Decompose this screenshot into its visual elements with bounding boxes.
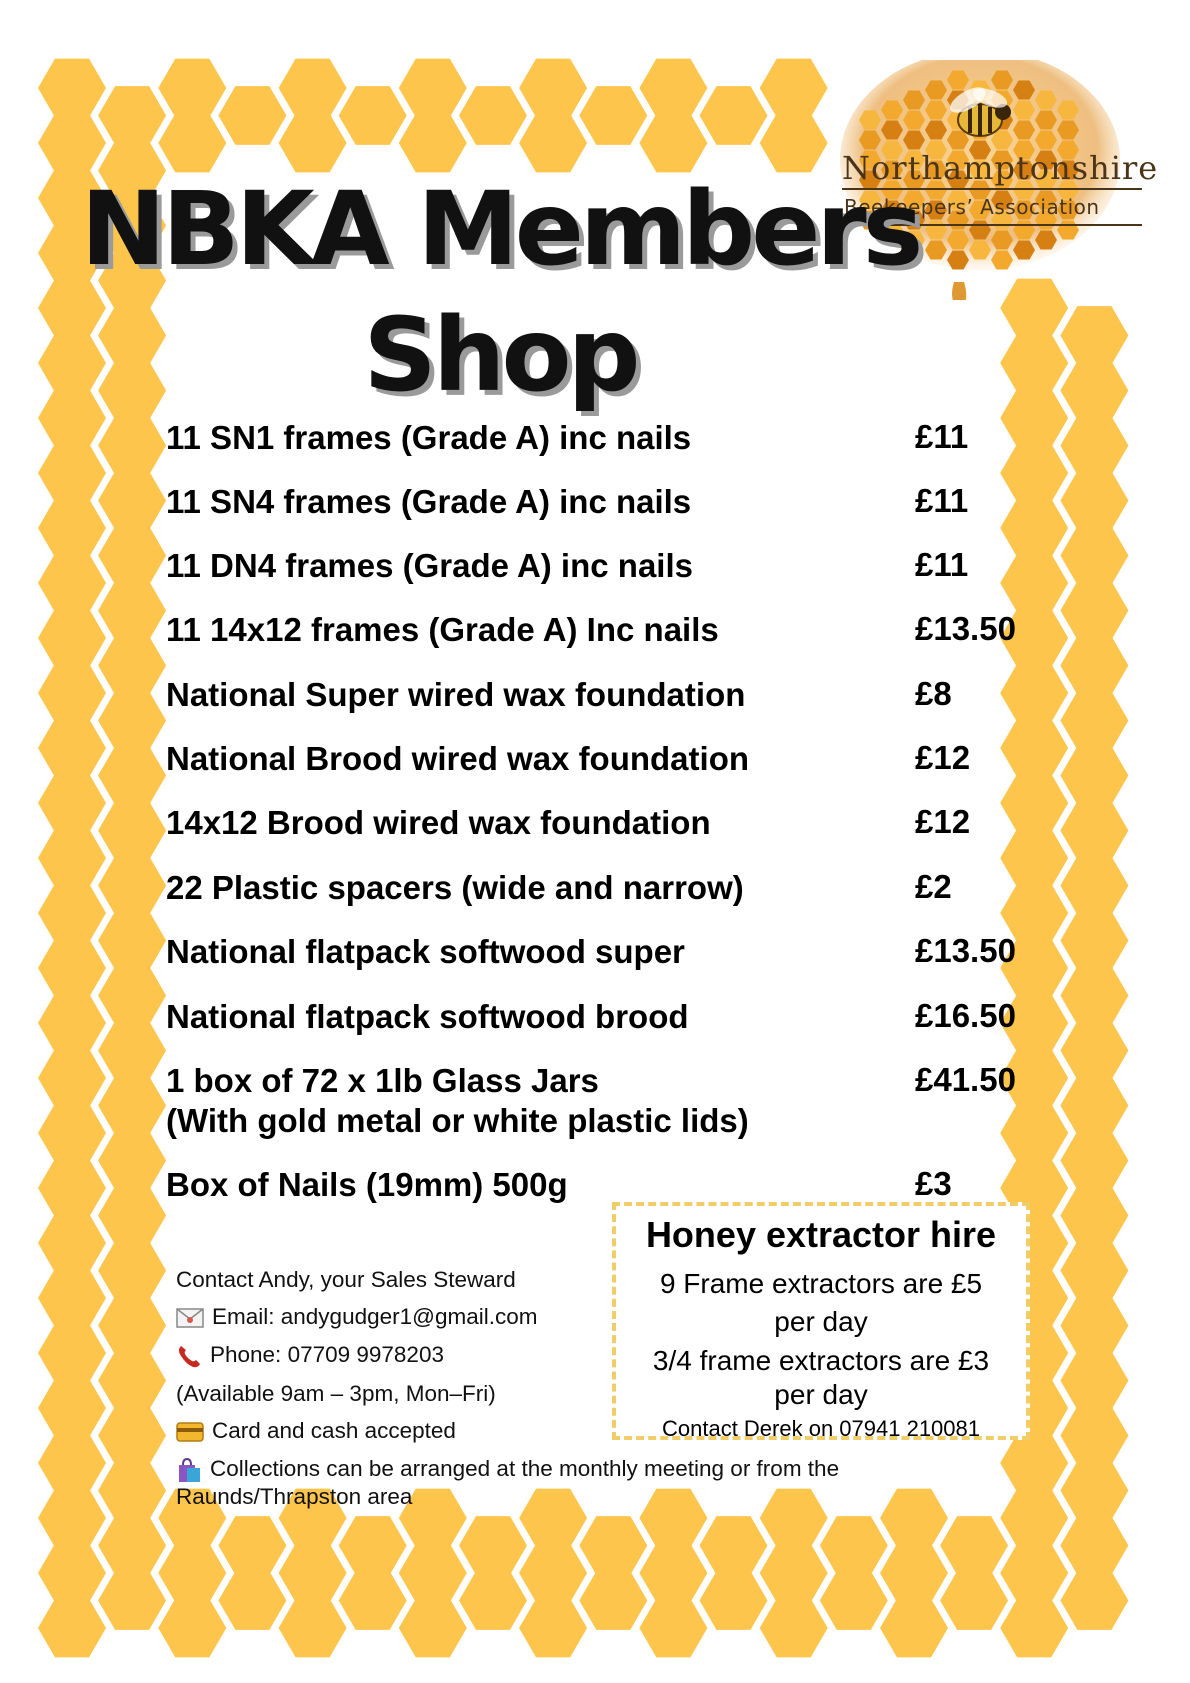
honeycomb-cell <box>519 114 587 173</box>
list-item: National Brood wired wax foundation <box>166 740 750 777</box>
honeycomb-cell <box>38 554 106 613</box>
honeycomb-cell <box>1060 1516 1128 1575</box>
honeycomb-cell <box>519 1599 587 1658</box>
item-price: £3 <box>915 1165 952 1202</box>
honeycomb-cell <box>1000 1104 1068 1163</box>
honeycomb-cell <box>38 59 106 118</box>
honeycomb-cell <box>38 719 106 778</box>
payment-text: Card and cash accepted <box>212 1418 456 1443</box>
honeycomb-cell <box>880 1599 948 1658</box>
honeycomb-cell <box>760 114 828 173</box>
honeycomb-cell <box>1000 554 1068 613</box>
page-title-line2: Shop <box>363 296 637 415</box>
hire-line-3: 3/4 frame extractors are £3 <box>652 1345 990 1376</box>
honeycomb-cell <box>459 86 527 145</box>
honeycomb-cell <box>1000 499 1068 558</box>
honeycomb-cell <box>820 1571 888 1630</box>
honeycomb-cell <box>1060 1131 1128 1190</box>
contact-hours: (Available 9am – 3pm, Mon–Fri) <box>176 1381 496 1406</box>
honeycomb-cell <box>760 59 828 118</box>
contact-intro: Contact Andy, your Sales Steward <box>176 1267 516 1292</box>
list-item: 11 SN4 frames (Grade A) inc nails <box>166 483 692 520</box>
honeycomb-cell <box>1060 801 1128 860</box>
honeycomb-cell <box>1000 1434 1068 1493</box>
list-item-note: (With gold metal or white plastic lids) <box>166 1102 749 1139</box>
hire-title: Honey extractor hire <box>645 1214 997 1255</box>
honeycomb-cell <box>98 1461 166 1520</box>
honeycomb-cell <box>98 471 166 530</box>
honeycomb-cell <box>760 1599 828 1658</box>
hire-line-4: per day <box>774 1379 868 1410</box>
hire-line-2: per day <box>774 1306 868 1337</box>
honeycomb-cell <box>1000 444 1068 503</box>
honeycomb-cell <box>98 1241 166 1300</box>
item-price: £12 <box>915 739 971 776</box>
honeycomb-cell <box>1060 306 1128 365</box>
honeycomb-cell <box>1060 856 1128 915</box>
logo-title: Northamptonshire <box>842 149 1159 187</box>
honeycomb-cell <box>940 1516 1008 1575</box>
honeycomb-cell <box>1000 664 1068 723</box>
collections-text: Collections can be arranged at the monthly meeting or from the <box>210 1456 840 1481</box>
honeycomb-cell <box>38 884 106 943</box>
honeycomb-cell <box>1060 581 1128 640</box>
honeycomb-cell <box>218 1571 286 1630</box>
list-item: National Super wired wax foundation <box>166 676 746 713</box>
honeycomb-cell <box>700 86 768 145</box>
honeycomb-cell <box>98 911 166 970</box>
honeycomb-cell <box>1060 1571 1128 1630</box>
honeycomb-cell <box>339 1516 407 1575</box>
honeycomb-cell <box>38 444 106 503</box>
extractor-hire-box <box>612 1202 1030 1440</box>
contact-payment <box>176 1417 456 1445</box>
list-item: 11 DN4 frames (Grade A) inc nails <box>166 547 693 584</box>
honeycomb-cell <box>98 1516 166 1575</box>
honeycomb-cell <box>639 114 707 173</box>
honeycomb-cell <box>1000 389 1068 448</box>
logo-subtitle: Beekeepers’ Association <box>844 195 1100 219</box>
honeycomb-cell <box>158 59 226 118</box>
honeycomb-cell <box>98 581 166 640</box>
honeycomb-cell <box>38 1049 106 1108</box>
honeycomb-cell <box>519 1544 587 1603</box>
honeycomb-cell <box>339 86 407 145</box>
list-item: National flatpack softwood brood <box>166 998 689 1035</box>
honeycomb-cell <box>218 1516 286 1575</box>
honeycomb-cell <box>1060 361 1128 420</box>
honeycomb-cell <box>38 1544 106 1603</box>
honeycomb-cell <box>38 939 106 998</box>
honeycomb-cell <box>1060 691 1128 750</box>
contact-phone[interactable] <box>176 1341 444 1369</box>
item-price: £11 <box>915 546 969 583</box>
honeycomb-cell <box>760 1544 828 1603</box>
list-item: Box of Nails (19mm) 500g <box>166 1166 568 1203</box>
honeycomb-cell <box>38 774 106 833</box>
honeycomb-cell <box>158 114 226 173</box>
honeycomb-cell <box>1060 416 1128 475</box>
honeycomb-cell <box>700 1571 768 1630</box>
honeycomb-cell <box>579 1571 647 1630</box>
list-item: 14x12 Brood wired wax foundation <box>166 804 711 841</box>
honeycomb-cell <box>38 1159 106 1218</box>
honeycomb-cell <box>98 1021 166 1080</box>
email-text: Email: andygudger1@gmail.com <box>212 1304 538 1329</box>
honeycomb-cell <box>639 1489 707 1548</box>
honeycomb-cell <box>880 1489 948 1548</box>
honeycomb-cell <box>940 1571 1008 1630</box>
honeycomb-cell <box>38 1214 106 1273</box>
honeycomb-cell <box>1060 1021 1128 1080</box>
item-price: £13.50 <box>915 932 1016 969</box>
honeycomb-cell <box>38 1324 106 1383</box>
honeycomb-cell <box>98 416 166 475</box>
honeycomb-cell <box>279 114 347 173</box>
item-price: £41.50 <box>915 1061 1016 1098</box>
honeycomb-cell <box>399 1599 467 1658</box>
honeycomb-cell <box>218 86 286 145</box>
honeycomb-cell <box>1000 829 1068 888</box>
phone-text: Phone: 07709 9978203 <box>210 1342 444 1367</box>
honeycomb-cell <box>1060 471 1128 530</box>
honeycomb-cell <box>1060 1461 1128 1520</box>
honeycomb-cell <box>820 1516 888 1575</box>
honeycomb-cell <box>579 86 647 145</box>
envelope-icon <box>176 1308 204 1328</box>
shopping-bag-icon <box>176 1457 202 1483</box>
honeycomb-cell <box>98 1351 166 1410</box>
honeycomb-cell <box>279 59 347 118</box>
honeycomb-cell <box>1060 1186 1128 1245</box>
honeycomb-cell <box>639 1544 707 1603</box>
honeycomb-cell <box>98 1406 166 1465</box>
list-item: 11 SN1 frames (Grade A) inc nails <box>166 419 692 456</box>
honeycomb-cell <box>98 1131 166 1190</box>
honeycomb-cell <box>98 1571 166 1630</box>
honeycomb-cell <box>1000 1489 1068 1548</box>
honeycomb-cell <box>38 1104 106 1163</box>
honeycomb-cell <box>38 829 106 888</box>
honeycomb-cell <box>519 1489 587 1548</box>
list-item: 22 Plastic spacers (wide and narrow) <box>166 869 744 906</box>
honeycomb-cell <box>1060 1406 1128 1465</box>
item-price: £13.50 <box>915 610 1016 647</box>
hire-line-1: 9 Frame extractors are £5 <box>659 1268 983 1299</box>
honeycomb-cell <box>1000 1544 1068 1603</box>
list-item: 11 14x12 frames (Grade A) Inc nails <box>166 611 719 648</box>
honeycomb-cell <box>98 1296 166 1355</box>
honeycomb-cell <box>279 1599 347 1658</box>
honeycomb-cell <box>38 994 106 1053</box>
honeycomb-cell <box>98 856 166 915</box>
honeycomb-cell <box>38 664 106 723</box>
honeycomb-cell <box>38 1434 106 1493</box>
honeycomb-cell <box>459 1571 527 1630</box>
honeycomb-cell <box>1060 526 1128 585</box>
honeycomb-cell <box>399 59 467 118</box>
contact-collections-cont: Raunds/Thrapston area <box>176 1484 413 1509</box>
honeycomb-cell <box>760 1489 828 1548</box>
item-price: £12 <box>915 803 971 840</box>
honeycomb-cell <box>1060 1241 1128 1300</box>
honeycomb-cell <box>98 691 166 750</box>
honeycomb-cell <box>339 1571 407 1630</box>
honeycomb-cell <box>639 59 707 118</box>
list-item: 1 box of 72 x 1lb Glass Jars <box>166 1062 599 1099</box>
honeycomb-cell <box>38 499 106 558</box>
honeycomb-cell <box>399 114 467 173</box>
honeycomb-cell <box>38 609 106 668</box>
honeycomb-cell <box>1000 719 1068 778</box>
honeycomb-cell <box>1060 746 1128 805</box>
item-price: £8 <box>915 675 952 712</box>
item-price: £11 <box>915 418 969 455</box>
contact-email[interactable] <box>176 1303 538 1331</box>
honeycomb-cell <box>880 1544 948 1603</box>
honeycomb-cell <box>38 1269 106 1328</box>
telephone-icon <box>176 1343 202 1369</box>
honeycomb-cell <box>98 966 166 1025</box>
honeycomb-cell <box>1060 1076 1128 1135</box>
honeycomb-cell <box>1000 334 1068 393</box>
honeycomb-cell <box>279 1544 347 1603</box>
honeycomb-cell <box>519 59 587 118</box>
honeycomb-cell <box>98 636 166 695</box>
honeycomb-cell <box>38 114 106 173</box>
honeycomb-cell <box>158 1599 226 1658</box>
contact-collections <box>176 1455 839 1483</box>
honeycomb-cell <box>1060 636 1128 695</box>
honeycomb-cell <box>700 1516 768 1575</box>
honeycomb-cell <box>38 1379 106 1438</box>
honeycomb-cell <box>98 1076 166 1135</box>
honeycomb-cell <box>1060 966 1128 1025</box>
honeycomb-cell <box>158 1544 226 1603</box>
honeycomb-cell <box>98 1186 166 1245</box>
honeycomb-cell <box>98 86 166 145</box>
item-price: £11 <box>915 482 969 519</box>
credit-card-icon <box>176 1422 204 1442</box>
page-title-line1: NBKA Members <box>80 170 920 289</box>
item-price: £16.50 <box>915 997 1016 1034</box>
honeycomb-cell <box>399 1544 467 1603</box>
honeycomb-cell <box>38 1599 106 1658</box>
honeycomb-cell <box>38 1489 106 1548</box>
honeycomb-cell <box>459 1516 527 1575</box>
honeycomb-cell <box>1000 774 1068 833</box>
honeycomb-cell <box>98 801 166 860</box>
honeycomb-cell <box>579 1516 647 1575</box>
list-item: National flatpack softwood super <box>166 933 685 970</box>
honeycomb-cell <box>639 1599 707 1658</box>
item-price: £2 <box>915 868 952 905</box>
honeycomb-cell <box>1060 911 1128 970</box>
honeycomb-cell <box>98 526 166 585</box>
honeycomb-cell <box>1060 1296 1128 1355</box>
honeycomb-cell <box>1000 1599 1068 1658</box>
hire-contact: Contact Derek on 07941 210081 <box>661 1416 980 1441</box>
honeycomb-cell <box>98 746 166 805</box>
honeycomb-cell <box>1060 1351 1128 1410</box>
